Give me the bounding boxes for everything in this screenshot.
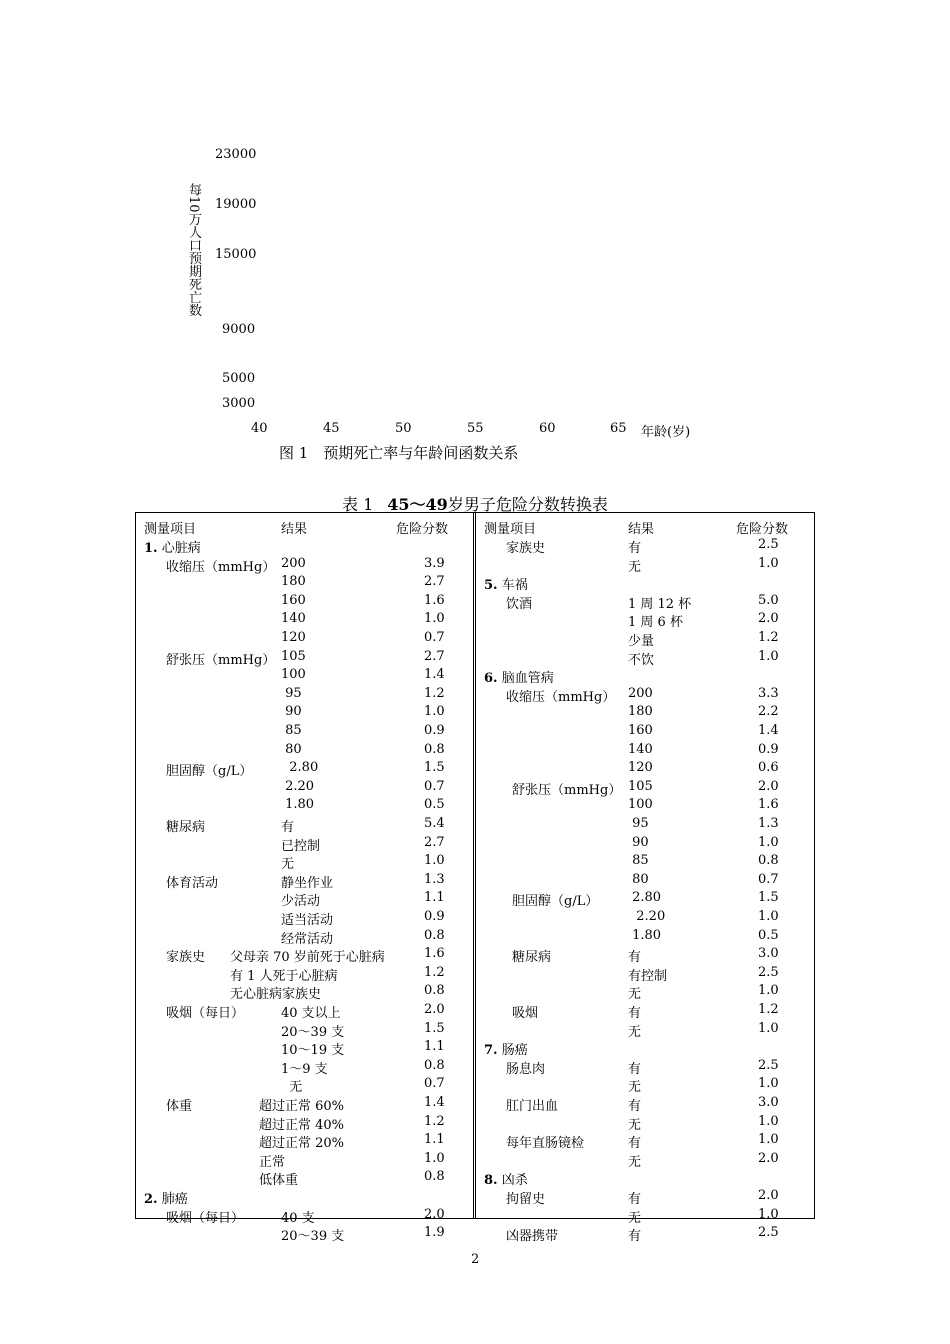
risk-score: 2.7 (424, 649, 445, 664)
right-header-score: 危险分数 (736, 522, 789, 537)
result-value: 无 (628, 1211, 642, 1226)
result-value: 有 (628, 1229, 642, 1244)
result-value: 40 支以上 (281, 1006, 341, 1021)
risk-score: 3.0 (758, 1095, 779, 1110)
risk-score: 1.0 (758, 1076, 779, 1091)
risk-score: 1.2 (758, 630, 779, 645)
measure-item: 收缩压（mmHg） (166, 560, 276, 575)
risk-score: 1.5 (424, 760, 445, 775)
risk-score: 0.9 (424, 723, 445, 738)
result-value: 适当活动 (281, 913, 334, 928)
risk-score: 1.2 (424, 965, 445, 980)
measure-item: 糖尿病 (166, 820, 206, 835)
result-value: 120 (628, 760, 653, 775)
result-value: 20～39 支 (281, 1025, 345, 1040)
x-axis-label: 年龄(岁) (641, 425, 691, 440)
result-value: 200 (628, 686, 653, 701)
risk-score: 2.0 (758, 779, 779, 794)
risk-score: 0.8 (424, 742, 445, 757)
risk-score: 0.8 (758, 853, 779, 868)
section-heading (484, 1169, 528, 1188)
result-value: 无 (628, 1025, 642, 1040)
risk-score: 0.5 (424, 797, 445, 812)
measure-item: 胆固醇（g/L） (166, 764, 253, 779)
result-value: 105 (628, 779, 653, 794)
left-header-result: 结果 (281, 522, 308, 537)
measure-item: 体重 (166, 1099, 193, 1114)
x-tick: 65 (610, 421, 627, 436)
risk-score: 2.7 (424, 574, 445, 589)
risk-score: 0.8 (424, 983, 445, 998)
result-value: 有 (628, 1192, 642, 1207)
x-tick: 40 (251, 421, 268, 436)
risk-score: 1.0 (758, 1132, 779, 1147)
measure-item: 糖尿病 (512, 950, 552, 965)
risk-score: 1.9 (424, 1225, 445, 1240)
risk-score: 1.2 (424, 686, 445, 701)
result-value: 有 1 人死于心脏病 (230, 969, 338, 984)
result-value: 超过正常 60% (259, 1099, 345, 1114)
x-tick: 45 (323, 421, 340, 436)
left-header-item: 测量项目 (144, 522, 197, 537)
section-heading (484, 574, 528, 593)
result-value: 95 (628, 816, 649, 831)
result-value: 95 (281, 686, 302, 701)
result-value: 90 (281, 704, 302, 719)
result-value: 140 (628, 742, 653, 757)
y-tick: 9000 (222, 322, 256, 337)
risk-score: 1.2 (424, 1114, 445, 1129)
measure-item: 收缩压（mmHg） (506, 690, 616, 705)
risk-score: 3.0 (758, 946, 779, 961)
table-caption-prefix: 表 1 (342, 495, 374, 514)
result-value: 少量 (628, 634, 655, 649)
result-value: 无 (628, 560, 642, 575)
section-heading (484, 1039, 528, 1058)
result-value: 1.80 (281, 797, 315, 812)
table-caption-text: 岁男子危险分数转换表 (447, 495, 608, 514)
risk-score: 0.5 (758, 928, 779, 943)
result-value: 1 周 6 杯 (628, 615, 683, 630)
risk-score: 2.0 (758, 1151, 779, 1166)
risk-score: 1.0 (424, 853, 445, 868)
risk-score: 2.0 (424, 1002, 445, 1017)
table-caption-age: 45～49 (387, 495, 448, 514)
result-value: 无 (628, 1080, 642, 1095)
risk-score: 1.0 (758, 983, 779, 998)
measure-item: 吸烟 (512, 1006, 539, 1021)
measure-item: 饮酒 (506, 597, 533, 612)
result-value: 1.80 (628, 928, 662, 943)
x-tick: 55 (467, 421, 484, 436)
risk-score: 1.4 (424, 1095, 445, 1110)
y-tick: 19000 (215, 197, 257, 212)
y-tick: 5000 (222, 371, 256, 386)
result-value: 父母亲 70 岁前死于心脏病 (230, 950, 385, 965)
risk-score: 2.5 (758, 537, 779, 552)
section-title: 心脏病 (161, 541, 201, 556)
result-value: 80 (628, 872, 649, 887)
result-value: 100 (628, 797, 653, 812)
section-title: 凶杀 (501, 1173, 528, 1188)
risk-score: 0.9 (424, 909, 445, 924)
section-heading (144, 1188, 188, 1207)
risk-score: 1.0 (758, 1114, 779, 1129)
measure-item: 体育活动 (166, 876, 219, 891)
result-value: 低体重 (259, 1173, 299, 1188)
risk-score: 2.2 (758, 704, 779, 719)
result-value: 无 (281, 857, 295, 872)
result-value: 不饮 (628, 653, 655, 668)
risk-score: 0.8 (424, 928, 445, 943)
risk-score: 1.0 (424, 1151, 445, 1166)
result-value: 180 (628, 704, 653, 719)
result-value: 无 (628, 987, 642, 1002)
risk-score: 1.0 (758, 649, 779, 664)
risk-score: 1.0 (758, 909, 779, 924)
risk-score: 0.6 (758, 760, 779, 775)
measure-item: 吸烟（每日） (166, 1211, 245, 1226)
risk-score: 5.4 (424, 816, 445, 831)
risk-score: 1.1 (424, 1132, 445, 1147)
risk-score: 1.0 (758, 1207, 779, 1222)
measure-item: 每年直肠镜检 (506, 1136, 585, 1151)
risk-score: 2.0 (758, 1188, 779, 1203)
result-value: 有 (628, 950, 642, 965)
table-column-divider (473, 512, 476, 1219)
right-header-result: 结果 (628, 522, 655, 537)
page-number: 2 (471, 1252, 480, 1267)
result-value: 有 (628, 1136, 642, 1151)
result-value: 105 (281, 649, 306, 664)
risk-score: 2.5 (758, 965, 779, 980)
measure-item: 胆固醇（g/L） (512, 894, 599, 909)
risk-score: 1.0 (758, 556, 779, 571)
risk-score: 2.5 (758, 1058, 779, 1073)
risk-score: 1.6 (424, 946, 445, 961)
section-number: 7. (484, 1043, 498, 1058)
section-number: 2. (144, 1192, 158, 1207)
result-value: 无 (281, 1080, 303, 1095)
risk-score: 1.6 (758, 797, 779, 812)
result-value: 有 (628, 1006, 642, 1021)
right-header-item: 测量项目 (484, 522, 537, 537)
measure-item: 家族史 (166, 950, 206, 965)
risk-score: 1.5 (758, 890, 779, 905)
y-tick: 23000 (215, 147, 257, 162)
risk-score: 1.1 (424, 890, 445, 905)
result-value: 有 (628, 541, 642, 556)
risk-score: 1.2 (758, 1002, 779, 1017)
risk-score: 0.7 (424, 1076, 445, 1091)
risk-score: 1.0 (424, 611, 445, 626)
result-value: 140 (281, 611, 306, 626)
section-number: 1. (144, 541, 158, 556)
risk-score: 1.0 (758, 1021, 779, 1036)
x-tick: 60 (539, 421, 556, 436)
risk-score: 1.0 (424, 704, 445, 719)
measure-item: 舒张压（mmHg） (512, 783, 622, 798)
risk-score: 2.5 (758, 1225, 779, 1240)
result-value: 90 (628, 835, 649, 850)
result-value: 160 (628, 723, 653, 738)
result-value: 2.80 (281, 760, 319, 775)
risk-score: 0.8 (424, 1169, 445, 1184)
result-value: 有 (281, 820, 295, 835)
section-number: 6. (484, 671, 498, 686)
risk-score: 1.3 (758, 816, 779, 831)
section-title: 脑血管病 (501, 671, 554, 686)
risk-score: 5.0 (758, 593, 779, 608)
risk-score: 2.7 (424, 835, 445, 850)
risk-score: 3.9 (424, 556, 445, 571)
measure-item: 舒张压（mmHg） (166, 653, 276, 668)
left-header-score: 危险分数 (396, 522, 449, 537)
result-value: 10～19 支 (281, 1043, 345, 1058)
result-value: 40 支 (281, 1211, 315, 1226)
measure-item: 凶器携带 (506, 1229, 559, 1244)
risk-score: 2.0 (758, 611, 779, 626)
result-value: 2.20 (281, 779, 315, 794)
result-value: 有控制 (628, 969, 668, 984)
result-value: 无 (628, 1118, 642, 1133)
section-heading (144, 537, 201, 556)
result-value: 超过正常 40% (259, 1118, 345, 1133)
risk-score: 3.3 (758, 686, 779, 701)
risk-score: 0.8 (424, 1058, 445, 1073)
result-value: 超过正常 20% (259, 1136, 345, 1151)
y-tick: 15000 (215, 247, 257, 262)
measure-item: 肠息肉 (506, 1062, 546, 1077)
section-title: 肠癌 (501, 1043, 528, 1058)
risk-score: 0.7 (758, 872, 779, 887)
result-value: 无心脏病家族史 (230, 987, 322, 1002)
section-number: 5. (484, 578, 498, 593)
section-title: 肺癌 (161, 1192, 188, 1207)
measure-item: 拘留史 (506, 1192, 546, 1207)
result-value: 静坐作业 (281, 876, 334, 891)
risk-score: 1.4 (758, 723, 779, 738)
measure-item: 吸烟（每日） (166, 1006, 245, 1021)
result-value: 85 (281, 723, 302, 738)
risk-score: 1.5 (424, 1021, 445, 1036)
risk-score: 0.9 (758, 742, 779, 757)
result-value: 120 (281, 630, 306, 645)
risk-score: 1.4 (424, 667, 445, 682)
section-title: 车祸 (501, 578, 528, 593)
measure-item: 家族史 (506, 541, 546, 556)
result-value: 已控制 (281, 839, 321, 854)
result-value: 180 (281, 574, 306, 589)
result-value: 经常活动 (281, 932, 334, 947)
section-number: 8. (484, 1173, 498, 1188)
result-value: 有 (628, 1099, 642, 1114)
result-value: 有 (628, 1062, 642, 1077)
result-value: 少活动 (281, 894, 321, 909)
result-value: 20～39 支 (281, 1229, 345, 1244)
result-value: 85 (628, 853, 649, 868)
risk-score: 1.1 (424, 1039, 445, 1054)
result-value: 80 (281, 742, 302, 757)
risk-score: 1.6 (424, 593, 445, 608)
figure-caption: 图 1 预期死亡率与年龄间函数关系 (279, 444, 519, 462)
result-value: 200 (281, 556, 306, 571)
y-tick: 3000 (222, 396, 256, 411)
result-value: 正常 (259, 1155, 286, 1170)
risk-score: 2.0 (424, 1207, 445, 1222)
result-value: 无 (628, 1155, 642, 1170)
result-value: 160 (281, 593, 306, 608)
y-axis-label: 每10万人口预期死亡数 (186, 183, 201, 317)
result-value: 100 (281, 667, 306, 682)
risk-score: 1.3 (424, 872, 445, 887)
result-value: 2.20 (628, 909, 666, 924)
x-tick: 50 (395, 421, 412, 436)
result-value: 1 周 12 杯 (628, 597, 692, 612)
result-value: 2.80 (628, 890, 662, 905)
risk-score: 0.7 (424, 779, 445, 794)
risk-score: 0.7 (424, 630, 445, 645)
result-value: 1～9 支 (281, 1062, 328, 1077)
risk-score: 1.0 (758, 835, 779, 850)
measure-item: 肛门出血 (506, 1099, 559, 1114)
section-heading (484, 667, 554, 686)
